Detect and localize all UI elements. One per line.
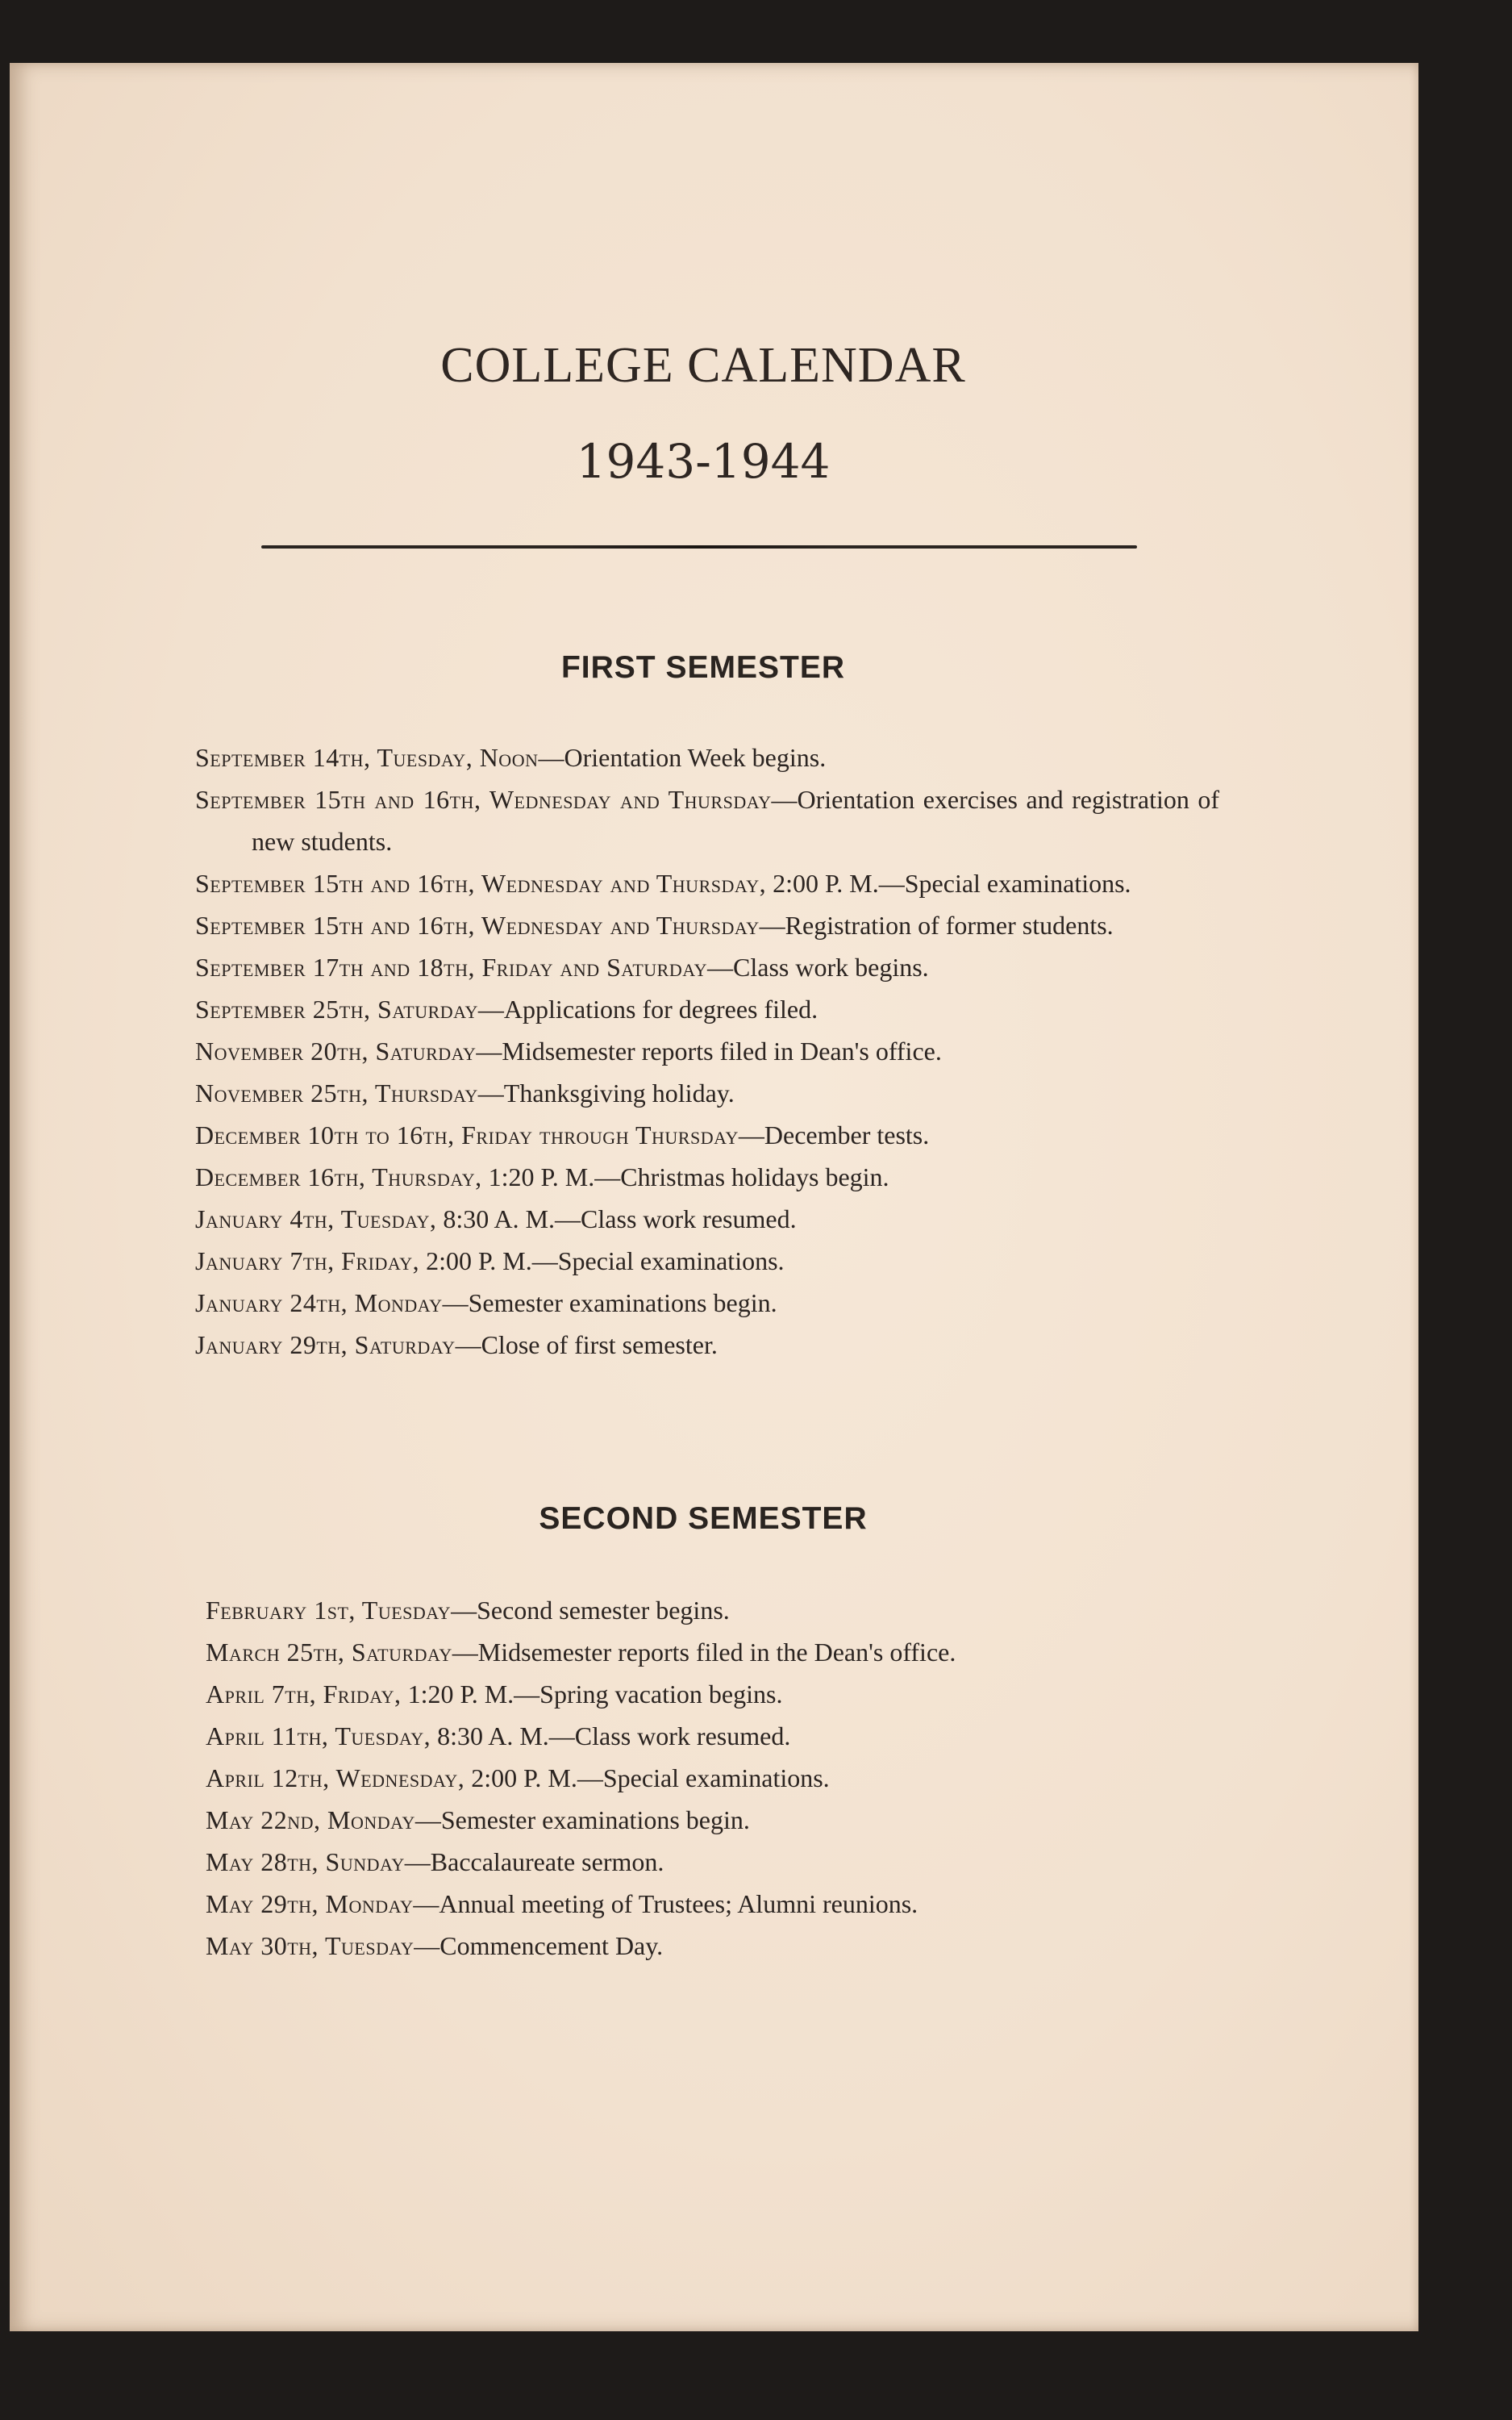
entry-event: —Class work begins. [707, 953, 929, 982]
entry-date: September 15th and 16th, Wednesday and Thursday [195, 785, 772, 814]
entry-date: March 25th, Saturday [206, 1638, 452, 1667]
entry-date: May 22nd, Monday [206, 1805, 415, 1834]
calendar-entry [206, 1841, 1230, 1883]
entry-event: —Annual meeting of Trustees; Alumni reunions. [413, 1889, 918, 1918]
entry-event: —Second semester begins. [451, 1596, 730, 1625]
document-page [10, 63, 1418, 2331]
entry-date: April 12th, Wednesday, [206, 1763, 465, 1792]
entry-date: May 29th, Monday [206, 1889, 414, 1918]
calendar-entry [195, 1072, 1219, 1114]
entry-event: —Orientation exercises and registration of new students. [252, 785, 1219, 856]
entry-event: —Registration of former students. [759, 911, 1114, 940]
entry-event: —Midsemester reports filed in the Dean's office. [452, 1638, 956, 1667]
entry-event: —Midsemester reports filed in Dean's office. [476, 1037, 942, 1066]
entry-date: September 15th and 16th, Wednesday and Thursday, [195, 869, 767, 898]
calendar-entry [206, 1673, 1230, 1715]
entry-date: February 1st, Tuesday [206, 1596, 452, 1625]
entry-date: May 28th, Sunday [206, 1847, 405, 1876]
calendar-entry [195, 1198, 1219, 1240]
entry-event: 8:30 A. M.—Class work resumed. [436, 1204, 797, 1233]
entry-event: —Commencement Day. [414, 1931, 664, 1960]
entry-date: September 15th and 16th, Wednesday and Thursday [195, 911, 760, 940]
entry-event: —Semester examinations begin. [442, 1288, 777, 1317]
entry-date: January 24th, Monday [195, 1288, 443, 1317]
calendar-entry [195, 736, 1219, 778]
entry-date: January 4th, Tuesday, [195, 1204, 437, 1233]
calendar-entry [195, 1324, 1219, 1366]
first-semester-heading: FIRST SEMESTER [560, 650, 846, 685]
entry-event: 8:30 A. M.—Class work resumed. [431, 1721, 791, 1750]
entry-event: —Thanksgiving holiday. [477, 1079, 735, 1108]
calendar-entry [206, 1757, 1230, 1799]
entry-date: January 29th, Saturday [195, 1330, 456, 1359]
calendar-entry [206, 1883, 1230, 1925]
calendar-entry [206, 1715, 1230, 1757]
calendar-entry [206, 1631, 1230, 1673]
second-semester-heading: SECOND SEMESTER [539, 1501, 868, 1536]
page-title: COLLEGE CALENDAR [440, 338, 966, 393]
entry-date: April 7th, Friday, [206, 1679, 402, 1709]
calendar-entry [206, 1925, 1230, 1967]
calendar-entry [195, 1240, 1219, 1282]
calendar-entry [206, 1589, 1230, 1631]
entry-event: 2:00 P. M.—Special examinations. [766, 869, 1131, 898]
entry-event: —December tests. [738, 1120, 930, 1150]
calendar-entry [195, 1156, 1219, 1198]
entry-date: November 20th, Saturday [195, 1037, 477, 1066]
entry-event: 1:20 P. M.—Christmas holidays begin. [481, 1162, 889, 1191]
page-subtitle-years: 1943-1944 [576, 434, 831, 489]
entry-date: January 7th, Friday, [195, 1246, 420, 1275]
entry-event: 2:00 P. M.—Special examinations. [419, 1246, 785, 1275]
calendar-entry [195, 1282, 1219, 1324]
calendar-entry [206, 1799, 1230, 1841]
entry-event: —Orientation Week begins. [538, 743, 827, 772]
entry-date: September 14th, Tuesday, Noon [195, 743, 539, 772]
calendar-entry [195, 988, 1219, 1030]
calendar-entry [195, 1114, 1219, 1156]
entry-date: December 10th to 16th, Friday through Thursday [195, 1120, 739, 1150]
calendar-entry [195, 904, 1219, 946]
entry-date: September 17th and 18th, Friday and Saturday [195, 953, 708, 982]
entry-date: September 25th, Saturday [195, 995, 478, 1024]
entry-date: December 16th, Thursday, [195, 1162, 482, 1191]
title-divider [261, 545, 1137, 549]
first-semester-list [195, 736, 1219, 1366]
entry-event: —Semester examinations begin. [414, 1805, 750, 1834]
entry-event: 1:20 P. M.—Spring vacation begins. [401, 1679, 783, 1709]
calendar-entry [195, 862, 1219, 904]
calendar-entry [195, 946, 1219, 988]
calendar-entry [195, 778, 1219, 862]
entry-date: May 30th, Tuesday [206, 1931, 414, 1960]
entry-event: 2:00 P. M.—Special examinations. [464, 1763, 830, 1792]
entry-date: April 11th, Tuesday, [206, 1721, 431, 1750]
calendar-entry [195, 1030, 1219, 1072]
entry-event: —Close of first semester. [455, 1330, 718, 1359]
entry-event: —Baccalaureate sermon. [404, 1847, 664, 1876]
second-semester-list [206, 1589, 1230, 1967]
entry-date: November 25th, Thursday [195, 1079, 478, 1108]
entry-event: —Applications for degrees filed. [477, 995, 818, 1024]
